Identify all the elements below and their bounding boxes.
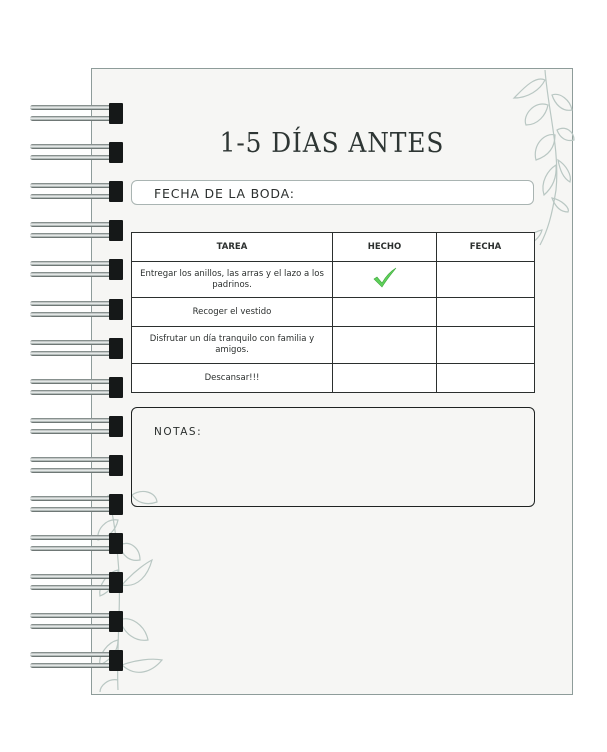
ring-wire [30, 194, 116, 199]
task-cell: Disfrutar un día tranquilo con familia y amigos. [132, 327, 333, 364]
spiral-binding-ring [30, 301, 125, 321]
ring-wire [30, 624, 116, 629]
spiral-binding-ring [30, 261, 125, 281]
task-cell: Entregar los anillos, las arras y el lazo a los padrinos. [132, 262, 333, 298]
table-row [132, 262, 535, 298]
ring-wire [30, 468, 116, 473]
table-row [132, 364, 535, 393]
date-cell[interactable] [437, 298, 535, 327]
ring-wire [30, 340, 116, 345]
done-cell[interactable] [333, 262, 437, 298]
ring-clip [109, 611, 123, 632]
ring-clip [109, 220, 123, 241]
spiral-binding-ring [30, 457, 125, 477]
spiral-binding-ring [30, 574, 125, 594]
ring-wire [30, 496, 116, 501]
ring-clip [109, 338, 123, 359]
ring-wire [30, 301, 116, 306]
wedding-date-label: FECHA DE LA BODA: [154, 186, 295, 201]
page-title: 1-5 DÍAS ANTES [219, 128, 445, 160]
task-cell: Recoger el vestido [132, 298, 333, 327]
ring-clip [109, 299, 123, 320]
date-cell[interactable] [437, 262, 535, 298]
notes-area[interactable] [131, 407, 535, 507]
ring-wire [30, 233, 116, 238]
ring-clip [109, 416, 123, 437]
date-cell[interactable] [437, 327, 535, 364]
ring-wire [30, 222, 116, 227]
check-icon [372, 267, 398, 289]
column-header-date: FECHA [437, 233, 535, 262]
table-header-row [132, 233, 535, 262]
ring-wire [30, 312, 116, 317]
spiral-binding-ring [30, 222, 125, 242]
ring-wire [30, 652, 116, 657]
spiral-binding-ring [30, 535, 125, 555]
ring-clip [109, 455, 123, 476]
ring-wire [30, 116, 116, 121]
ring-wire [30, 507, 116, 512]
task-cell: Descansar!!! [132, 364, 333, 393]
ring-clip [109, 259, 123, 280]
ring-clip [109, 103, 123, 124]
ring-wire [30, 418, 116, 423]
spiral-binding-ring [30, 418, 125, 438]
ring-wire [30, 379, 116, 384]
ring-wire [30, 272, 116, 277]
ring-wire [30, 155, 116, 160]
wedding-date-field[interactable] [131, 180, 534, 205]
ring-clip [109, 533, 123, 554]
ring-wire [30, 261, 116, 266]
ring-wire [30, 351, 116, 356]
table-row [132, 298, 535, 327]
ring-wire [30, 574, 116, 579]
ring-clip [109, 572, 123, 593]
column-header-task: TAREA [132, 233, 333, 262]
ring-wire [30, 585, 116, 590]
ring-clip [109, 181, 123, 202]
spiral-binding-ring [30, 652, 125, 672]
spiral-binding-ring [30, 613, 125, 633]
ring-wire [30, 535, 116, 540]
spiral-binding-ring [30, 183, 125, 203]
spiral-binding-ring [30, 496, 125, 516]
ring-clip [109, 650, 123, 671]
spiral-binding-ring [30, 105, 125, 125]
done-cell[interactable] [333, 364, 437, 393]
done-cell[interactable] [333, 298, 437, 327]
date-cell[interactable] [437, 364, 535, 393]
ring-wire [30, 390, 116, 395]
done-cell[interactable] [333, 327, 437, 364]
ring-wire [30, 613, 116, 618]
ring-wire [30, 546, 116, 551]
task-table [131, 232, 535, 393]
ring-clip [109, 377, 123, 398]
ring-wire [30, 663, 116, 668]
column-header-done: HECHO [333, 233, 437, 262]
ring-wire [30, 144, 116, 149]
ring-wire [30, 105, 116, 110]
ring-wire [30, 183, 116, 188]
ring-wire [30, 429, 116, 434]
spiral-binding-ring [30, 340, 125, 360]
ring-clip [109, 494, 123, 515]
table-row [132, 327, 535, 364]
ring-wire [30, 457, 116, 462]
spiral-binding-ring [30, 379, 125, 399]
notes-label: NOTAS: [154, 426, 203, 438]
